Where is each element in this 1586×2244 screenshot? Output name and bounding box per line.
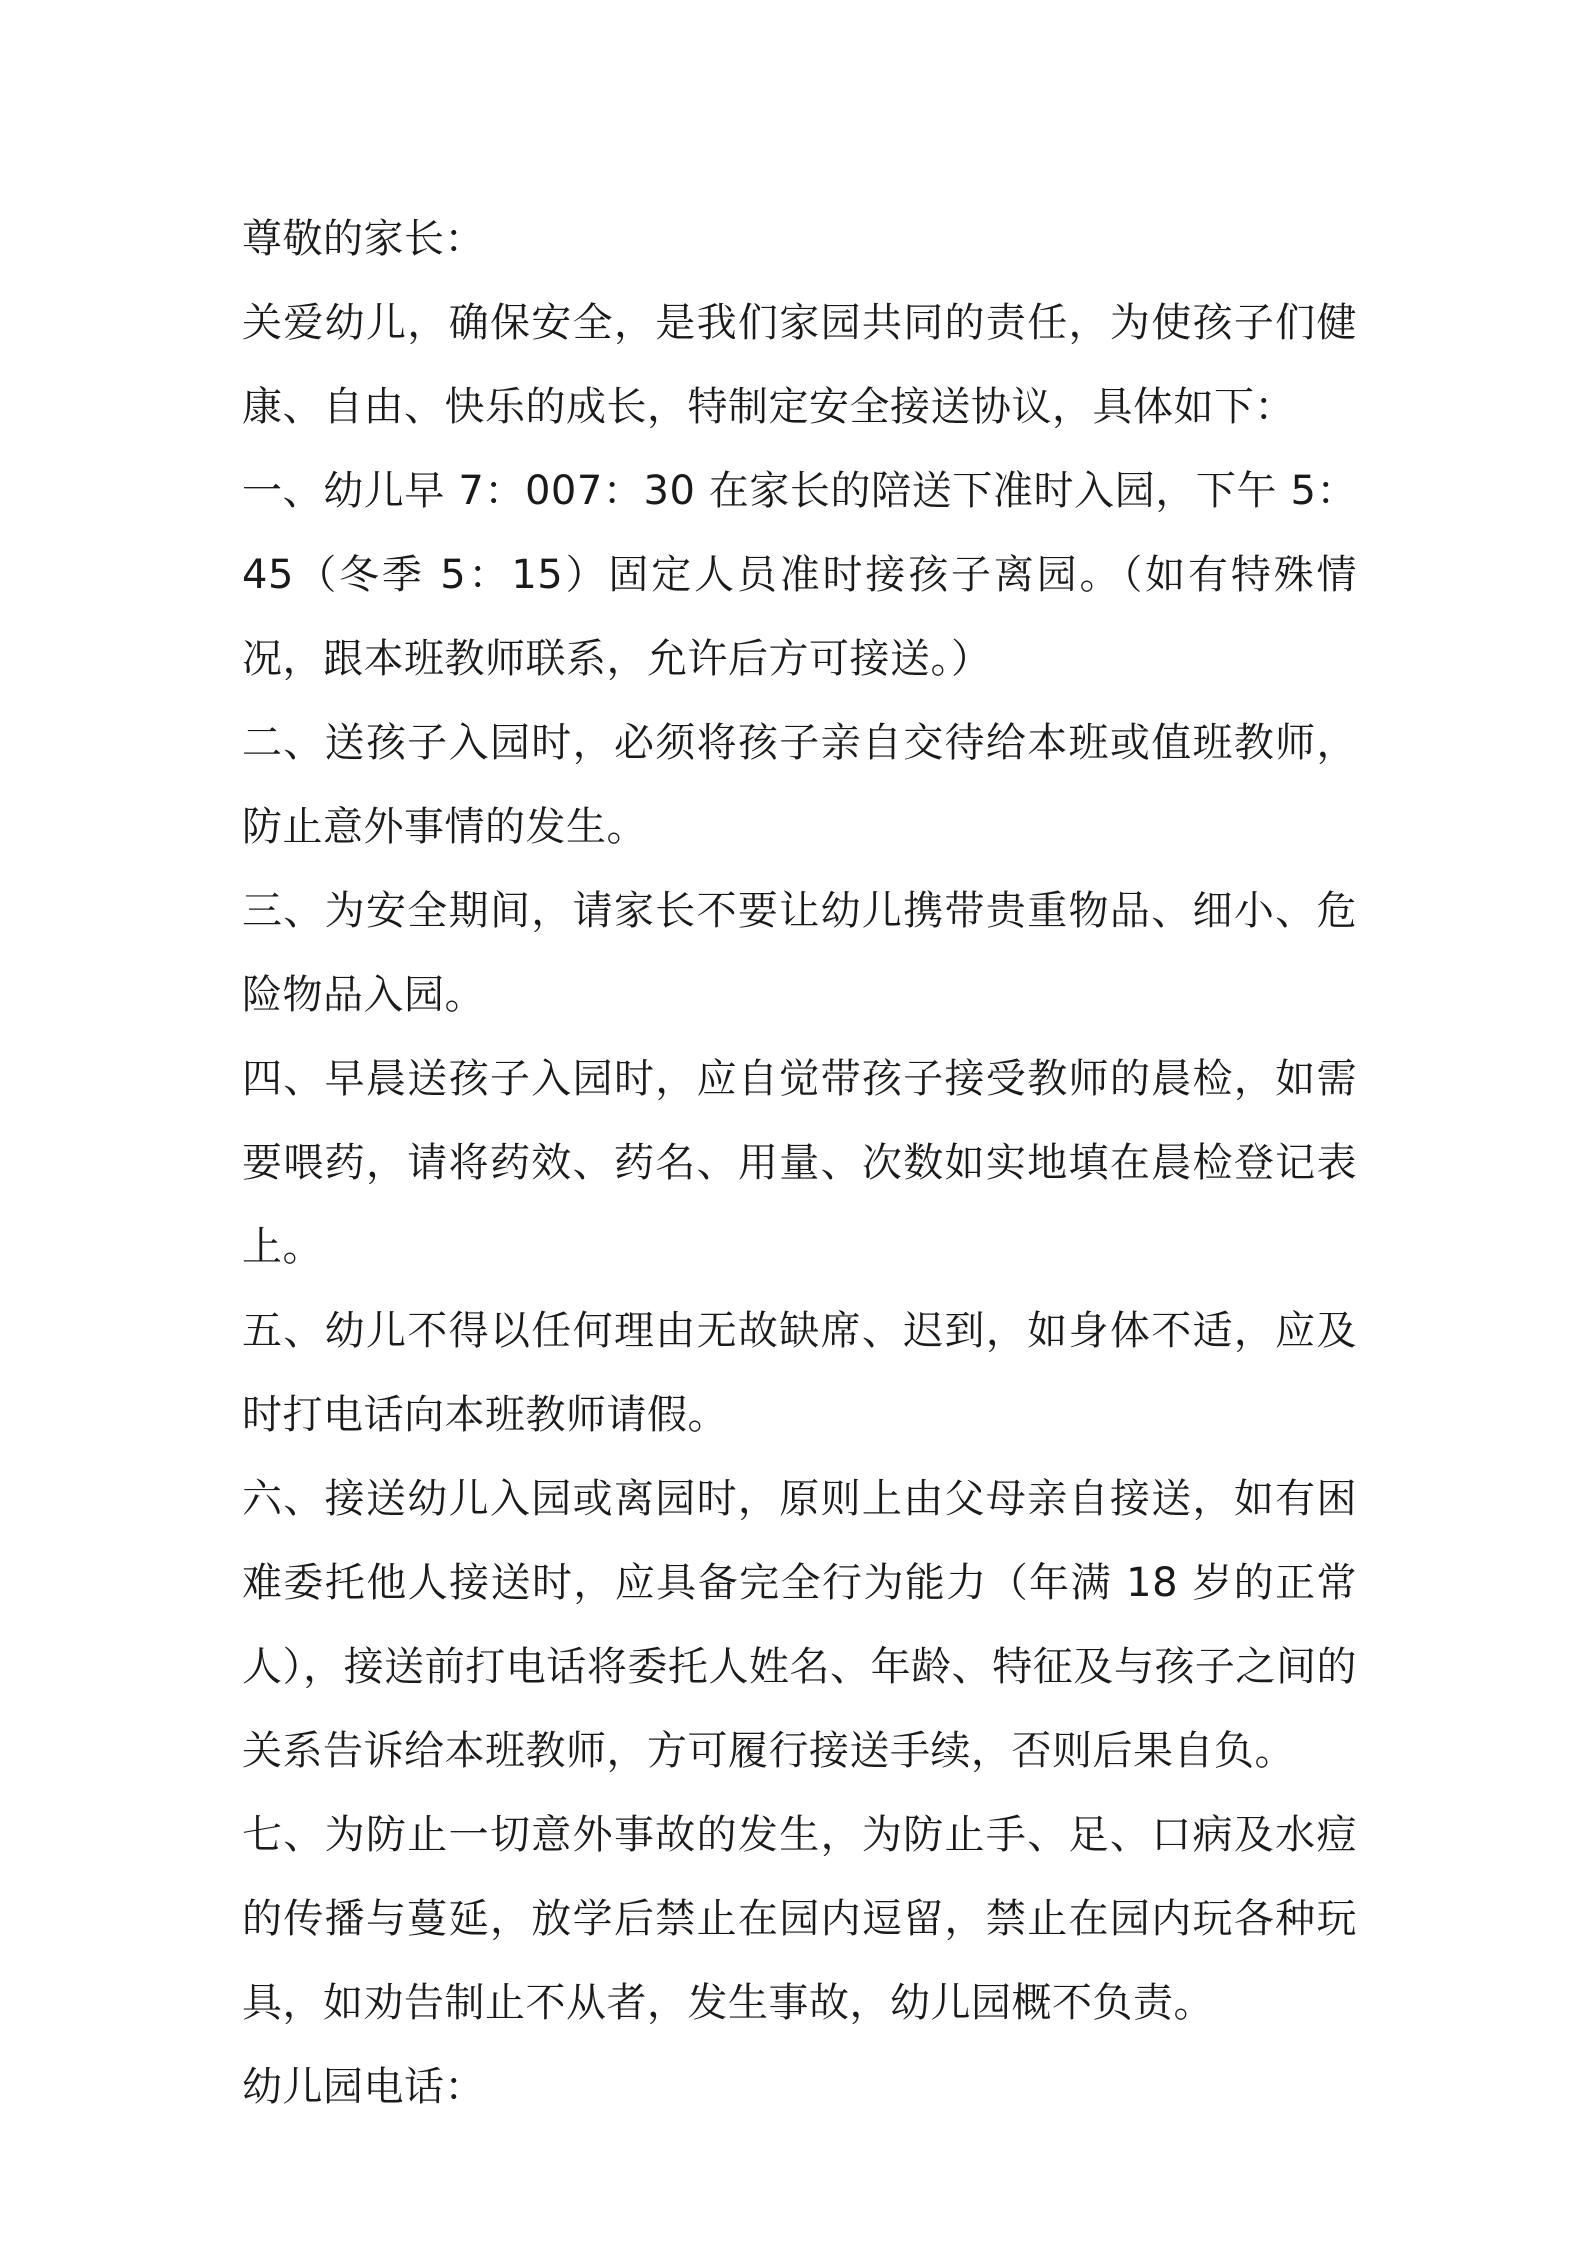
agreement-item-2: 二、送孩子入园时，必须将孩子亲自交待给本班或值班教师，防止意外事情的发生。 — [242, 720, 1357, 850]
agreement-item-3: 三、为安全期间，请家长不要让幼儿携带贵重物品、细小、危险物品入园。 — [242, 888, 1357, 1018]
agreement-item-5: 五、幼儿不得以任何理由无故缺席、迟到，如身体不适，应及时打电话向本班教师请假。 — [242, 1308, 1357, 1438]
agreement-item-4: 四、早晨送孩子入园时，应自觉带孩子接受教师的晨检，如需要喂药，请将药效、药名、用量、次数如实地填在晨检登记表上。 — [242, 1056, 1357, 1270]
intro-paragraph: 关爱幼儿，确保安全，是我们家园共同的责任，为使孩子们健康、自由、快乐的成长，特制定安全接送协议，具体如下： — [242, 300, 1357, 430]
kindergarten-phone-label: 幼儿园电话： — [242, 2064, 485, 2110]
document-body — [242, 197, 1357, 2129]
agreement-item-6: 六、接送幼儿入园或离园时，原则上由父母亲自接送，如有困难委托他人接送时，应具备完全行为能力（年满 18 岁的正常人），接送前打电话将委托人姓名、年龄、特征及与孩子之间的关系告诉给本班教师，方可履行接送手续，否则后果自负。 — [242, 1476, 1357, 1774]
salutation: 尊敬的家长： — [242, 216, 485, 262]
agreement-item-1: 一、幼儿早 7：007：30 在家长的陪送下准时入园，下午 5：45（冬季 5：15）固定人员准时接孩子离园。（如有特殊情况，跟本班教师联系，允许后方可接送。） — [242, 468, 1357, 682]
agreement-item-7: 七、为防止一切意外事故的发生，为防止手、足、口病及水痘的传播与蔓延，放学后禁止在园内逗留，禁止在园内玩各种玩具，如劝告制止不从者，发生事故，幼儿园概不负责。 — [242, 1812, 1357, 2026]
